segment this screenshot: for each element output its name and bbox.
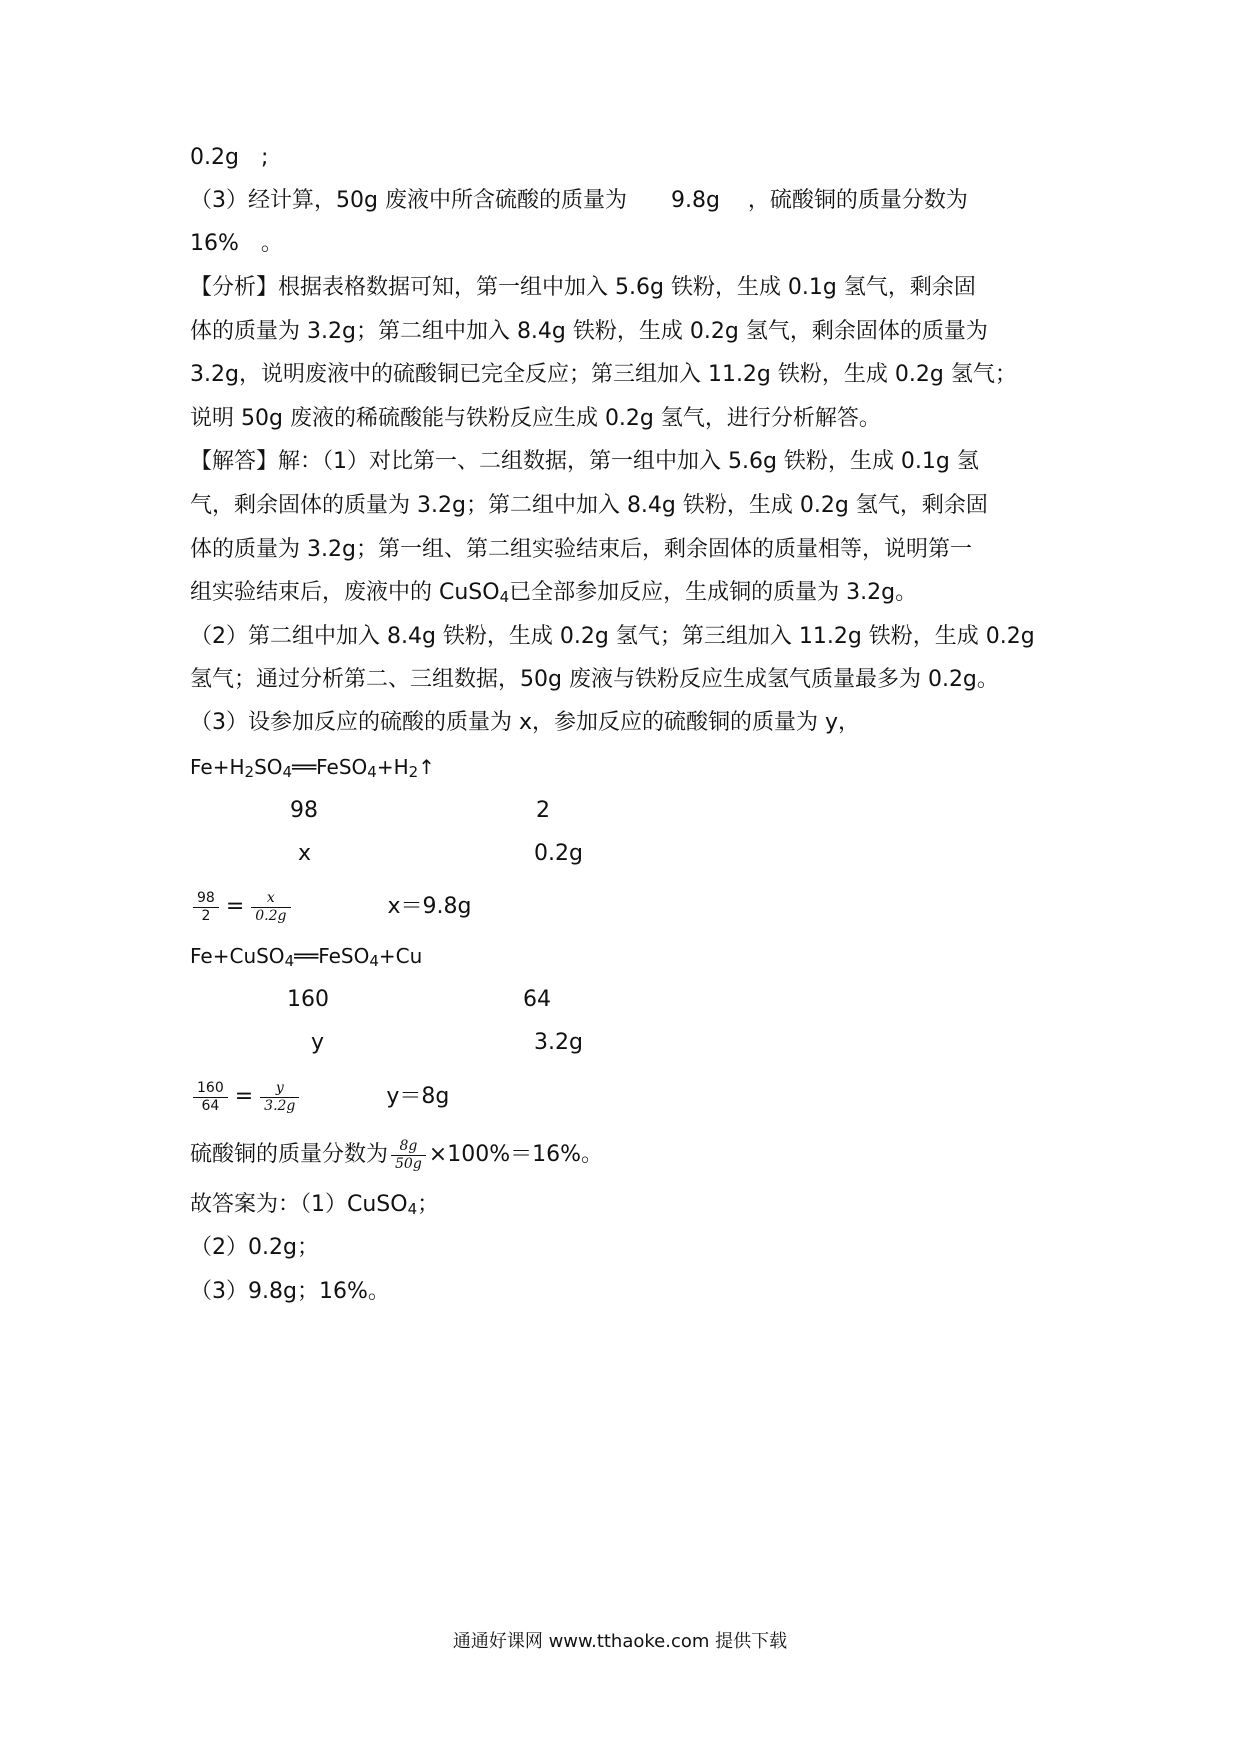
analysis-line: 体的质量为 3.2g；第二组中加入 8.4g 铁粉，生成 0.2g 氢气，剩余固体的质量为 (190, 319, 988, 344)
text-segment: 组实验结束后，废液中的 CuSO (190, 580, 500, 605)
fraction: $\frac{98}{2}$ (193, 890, 219, 925)
known-mass-label: 3.2g (534, 1030, 583, 1055)
analysis-line: 3.2g，说明废液中的硫酸铜已完全反应；第三组加入 11.2g 铁粉，生成 0.2g 氢气； (190, 362, 1017, 387)
analysis-line: 【分析】根据表格数据可知，第一组中加入 5.6g 铁粉，生成 0.1g 氢气，剩余固 (190, 275, 976, 300)
solution-line: 体的质量为 3.2g；第一组、第二组实验结束后，剩余固体的质量相等，说明第一 (190, 537, 972, 562)
fraction: $\frac{8g}{50g}$ (391, 1138, 426, 1173)
text-line: 0.2g ; (190, 145, 269, 170)
solution-line (190, 578, 917, 608)
text-segment: ，硫酸铜的质量分数为 (747, 188, 968, 213)
solution-line: 氢气；通过分析第二、三组数据，50g 废液与铁粉反应生成氢气质量最多为 0.2g。 (190, 667, 999, 692)
answer-line: 故答案为：（1）CuSO$_4$； (190, 1192, 440, 1218)
answer-line: （2）0.2g； (190, 1235, 319, 1260)
answer-blank-value: 9.8g (670, 188, 720, 213)
text-segment: 已全部参加反应，生成铜的质量为 3.2g。 (509, 580, 918, 605)
page-footer: 通通好课网 www.tthaoke.com 提供下载 (452, 1631, 788, 1652)
unknown-label: y (311, 1030, 325, 1055)
result: x＝9.8g (387, 894, 472, 919)
molar-mass-label: 160 (287, 987, 329, 1012)
chemical-equation-2: Fe+CuSO$_4$══FeSO$_4$+Cu (190, 944, 423, 970)
known-mass-label: 0.2g (534, 841, 583, 866)
unknown-label: x (298, 841, 312, 866)
proportion-2: $\frac{160}{64}$ = $\frac{y}{3.2g}$ y＝8g (190, 1072, 449, 1122)
answer-line: （3）9.8g；16%。 (190, 1279, 390, 1304)
solution-line: 【解答】解：（1）对比第一、二组数据，第一组中加入 5.6g 铁粉，生成 0.1g 氢 (190, 449, 979, 474)
text-segment: （3）经计算，50g 废液中所含硫酸的质量为 (190, 188, 627, 213)
mass-fraction-line: 硫酸铜的质量分数为 $\frac{8g}{50g}$ ×100%＝16%。 (190, 1137, 604, 1172)
solution-line: （2）第二组中加入 8.4g 铁粉，生成 0.2g 氢气；第三组加入 11.2g 铁粉，生成 0.2g (190, 624, 1035, 649)
result: y＝8g (386, 1084, 450, 1109)
subscript: 4 (499, 588, 510, 606)
molar-mass-label: 98 (290, 798, 318, 823)
analysis-line: 说明 50g 废液的稀硫酸能与铁粉反应生成 0.2g 氢气，进行分析解答。 (190, 406, 881, 431)
proportion-1: $\frac{98}{2}$ = $\frac{x}{0.2g}$ x＝9.8g (190, 882, 471, 932)
molar-mass-label: 64 (523, 987, 551, 1012)
molar-mass-label: 2 (536, 798, 550, 823)
text-line: 16% 。 (190, 231, 283, 256)
chemical-equation-1: $Fe+H_2SO_4══FeSO_4+H_2↑$ (190, 755, 435, 781)
fraction: $\frac{160}{64}$ (193, 1080, 228, 1115)
text-line (190, 186, 968, 216)
solution-line: （3）设参加反应的硫酸的质量为 x，参加反应的硫酸铜的质量为 y， (190, 710, 861, 735)
solution-line: 气，剩余固体的质量为 3.2g；第二组中加入 8.4g 铁粉，生成 0.2g 氢气，剩余固 (190, 493, 988, 518)
fraction: $\frac{x}{0.2g}$ (251, 890, 290, 925)
fraction: $\frac{y}{3.2g}$ (260, 1080, 299, 1115)
